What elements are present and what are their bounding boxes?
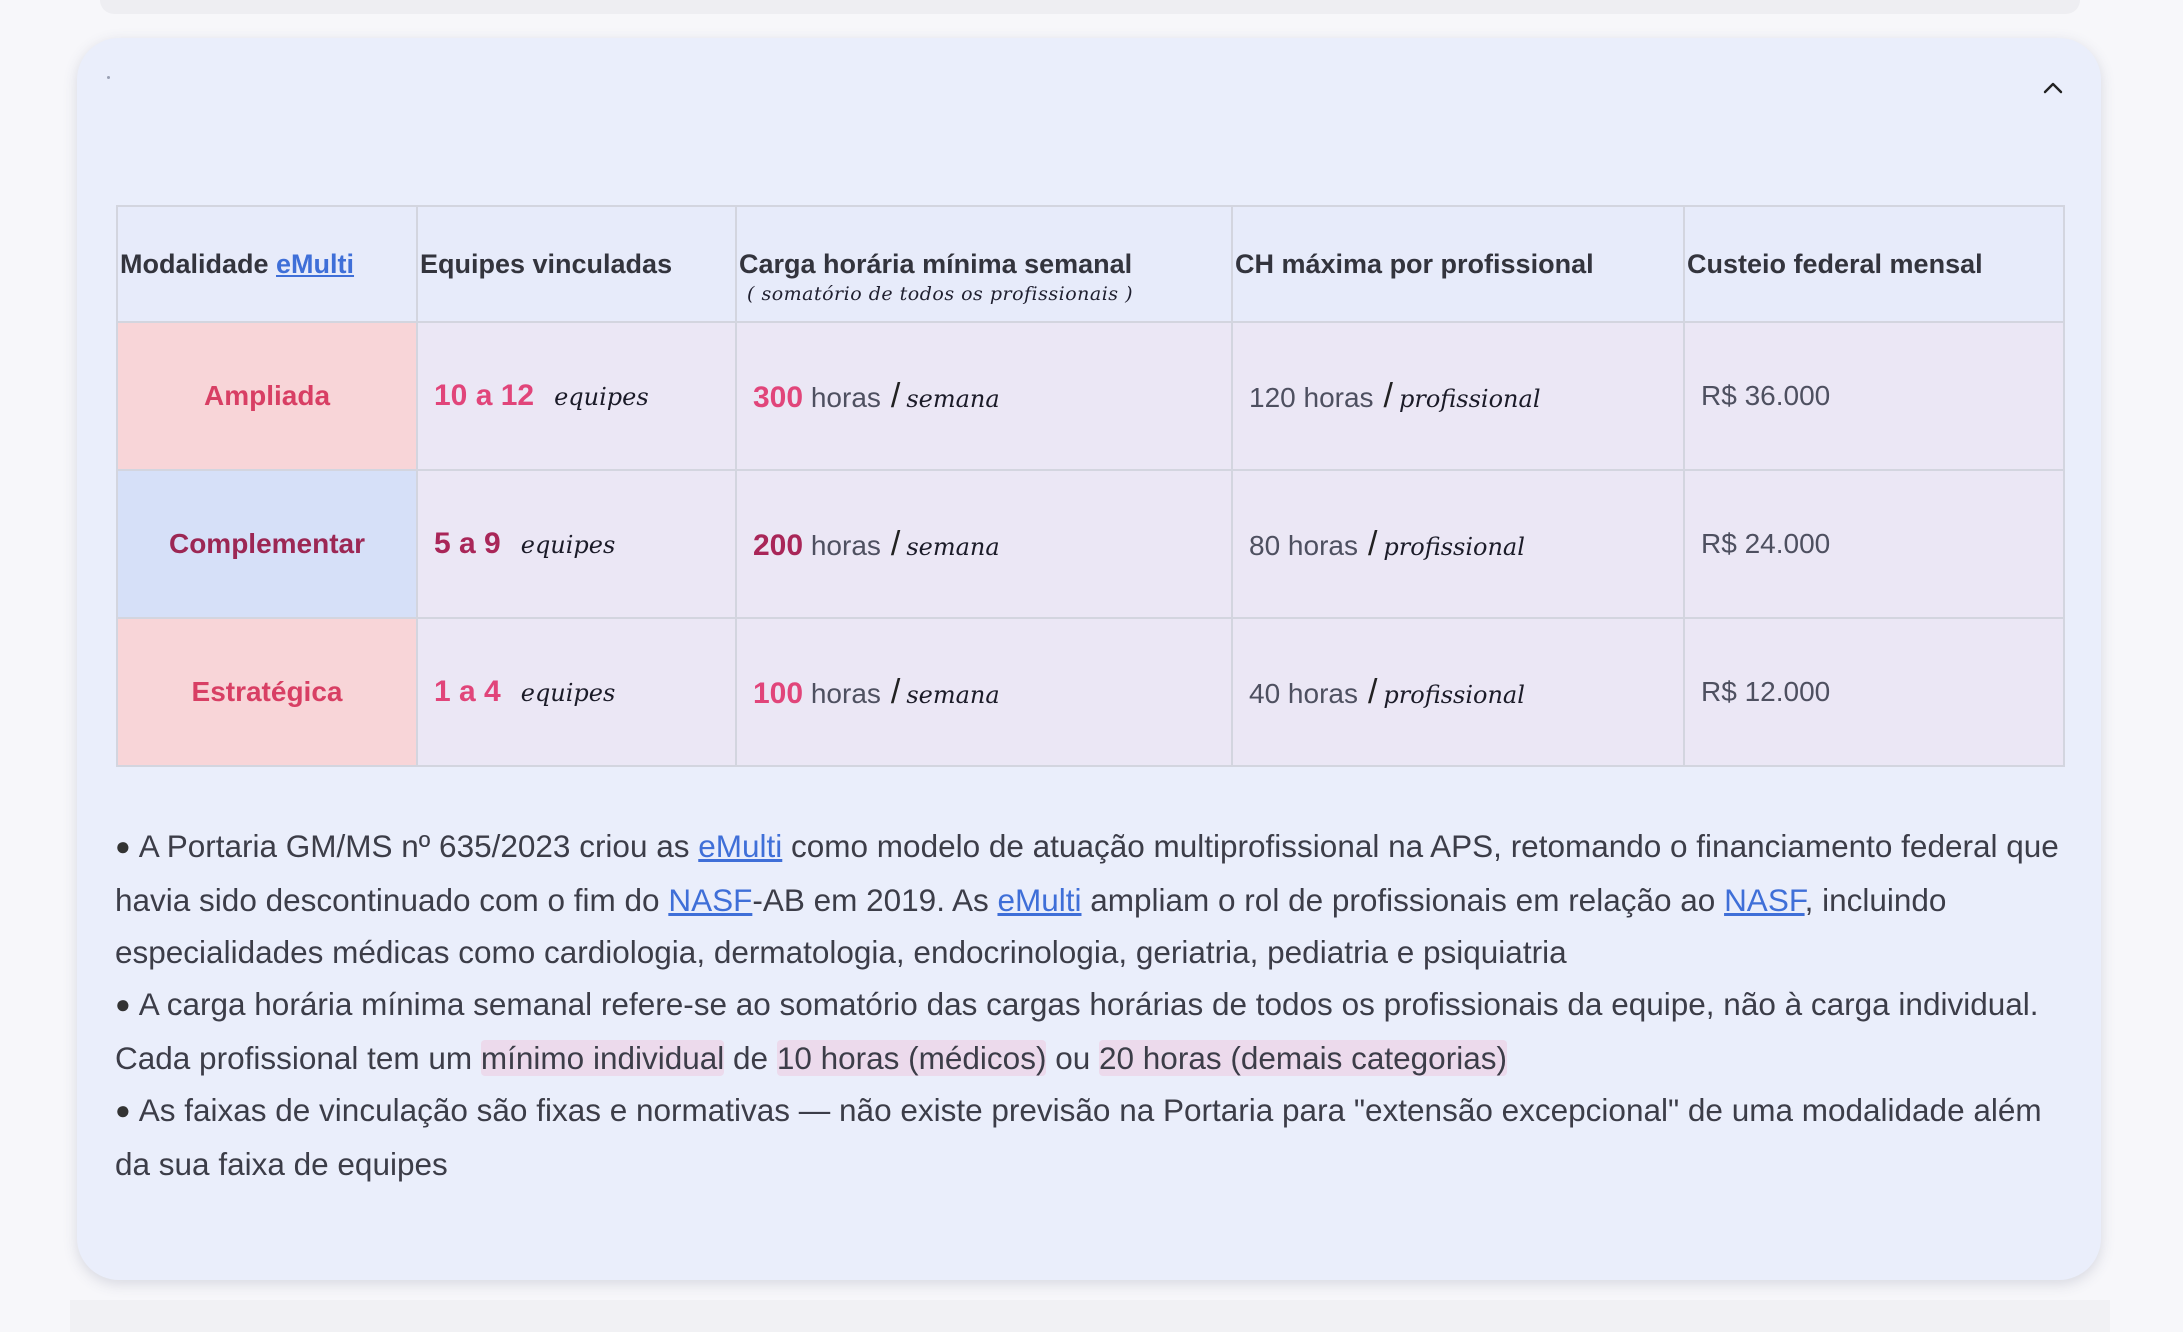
carga-handwritten: semana bbox=[906, 384, 1000, 413]
notes-list bbox=[115, 820, 2075, 1190]
carga-number: 200 bbox=[753, 528, 804, 562]
equipes-range: 5 a 9 bbox=[434, 527, 501, 560]
equipes-cell bbox=[417, 618, 736, 766]
equipes-range: 1 a 4 bbox=[434, 675, 501, 708]
carga-number: 300 bbox=[753, 380, 804, 414]
header-modalidade: Modalidade eMulti bbox=[117, 206, 417, 322]
ch-handwritten: profissional bbox=[1399, 384, 1541, 413]
ch-max-cell bbox=[1232, 470, 1684, 618]
note-item: ● As faixas de vinculação são fixas e normativas — não existe previsão na Portaria para "extensão excepcional" de uma modalidade além da sua faixa de equipes bbox=[115, 1092, 2042, 1182]
carga-cell bbox=[736, 618, 1232, 766]
bullet-icon: ● bbox=[115, 1095, 131, 1125]
ch-handwritten: profissional bbox=[1383, 680, 1525, 709]
emulti-link[interactable]: eMulti bbox=[698, 828, 783, 864]
emulti-card bbox=[77, 38, 2101, 1280]
modalidade-cell: Complementar bbox=[117, 470, 417, 618]
equipes-cell bbox=[417, 322, 736, 470]
header-custeio: Custeio federal mensal bbox=[1684, 206, 2064, 322]
background-strip-bottom bbox=[70, 1300, 2110, 1332]
equipes-handwritten: equipes bbox=[520, 531, 616, 559]
card-corner-dot bbox=[107, 76, 110, 79]
ch-handwritten: profissional bbox=[1383, 532, 1525, 561]
modalidade-cell: Ampliada bbox=[117, 322, 417, 470]
carga-handwritten: semana bbox=[906, 532, 1000, 561]
bullet-icon: ● bbox=[115, 831, 131, 861]
emulti-link[interactable]: eMulti bbox=[997, 882, 1082, 918]
carga-cell bbox=[736, 322, 1232, 470]
ch-value: 120 horas bbox=[1249, 381, 1374, 413]
modalidade-cell: Estratégica bbox=[117, 618, 417, 766]
equipes-cell bbox=[417, 470, 736, 618]
highlighted-text: mínimo individual bbox=[480, 1040, 725, 1076]
table-header-row bbox=[117, 206, 2064, 322]
custeio-cell: R$ 36.000 bbox=[1684, 322, 2064, 470]
slash-mark: / bbox=[1367, 672, 1378, 711]
slash-mark: / bbox=[1367, 524, 1378, 563]
highlighted-text: 10 horas (médicos) bbox=[776, 1040, 1047, 1076]
ch-value: 80 horas bbox=[1249, 529, 1358, 561]
nasf-link[interactable]: NASF bbox=[1724, 882, 1805, 918]
table-row bbox=[117, 470, 2064, 618]
note-item: ● A carga horária mínima semanal refere-se ao somatório das cargas horárias de todos os profissionais da equipe, não à carga individual. Cada profissional tem um mínimo individual de 10 horas (médicos) ou 20 horas (demais categorias) bbox=[115, 986, 2039, 1076]
custeio-cell: R$ 24.000 bbox=[1684, 470, 2064, 618]
slash-mark: / bbox=[890, 524, 901, 563]
ch-max-cell bbox=[1232, 618, 1684, 766]
equipes-handwritten: equipes bbox=[554, 383, 649, 411]
modalidades-table bbox=[116, 205, 2065, 767]
table-row bbox=[117, 322, 2064, 470]
slash-mark: / bbox=[890, 672, 901, 711]
header-ch-max: CH máxima por profissional bbox=[1232, 206, 1684, 322]
equipes-handwritten: equipes bbox=[520, 679, 616, 707]
slash-mark: / bbox=[890, 376, 901, 415]
carga-unit: horas bbox=[810, 381, 881, 413]
note-item: ● A Portaria GM/MS nº 635/2023 criou as eMulti como modelo de atuação multiprofissional na APS, retomando o financiamento federal que havia sido descontinuado com o fim do NASF-AB em 2019. As eMulti ampliam o rol de profissionais em relação ao NASF, incluindo especialidades médicas como cardiologia, dermatologia, endocrinologia, geriatria, pediatria e psiquiatria bbox=[115, 828, 2059, 970]
bullet-icon: ● bbox=[115, 989, 131, 1019]
slash-mark: / bbox=[1383, 376, 1393, 415]
ch-max-cell bbox=[1232, 322, 1684, 470]
header-carga-note: ( somatório de todos os profissionais ) bbox=[747, 283, 1133, 305]
carga-number: 100 bbox=[753, 676, 804, 710]
header-carga: Carga horária mínima semanal ( somatório de todos os profissionais ) bbox=[736, 206, 1232, 322]
collapse-button[interactable] bbox=[2035, 70, 2071, 106]
carga-handwritten: semana bbox=[906, 680, 1000, 709]
ch-value: 40 horas bbox=[1249, 677, 1358, 709]
equipes-range: 10 a 12 bbox=[434, 379, 535, 412]
highlighted-text: 20 horas (demais categorias) bbox=[1099, 1040, 1507, 1076]
custeio-cell: R$ 12.000 bbox=[1684, 618, 2064, 766]
chevron-up-icon bbox=[2042, 81, 2064, 95]
background-strip-top bbox=[100, 0, 2080, 14]
header-equipes: Equipes vinculadas bbox=[417, 206, 736, 322]
carga-unit: horas bbox=[810, 529, 881, 561]
carga-cell bbox=[736, 470, 1232, 618]
carga-unit: horas bbox=[810, 677, 881, 709]
table-row bbox=[117, 618, 2064, 766]
nasf-link[interactable]: NASF bbox=[668, 882, 753, 918]
emulti-link[interactable]: eMulti bbox=[276, 248, 355, 279]
